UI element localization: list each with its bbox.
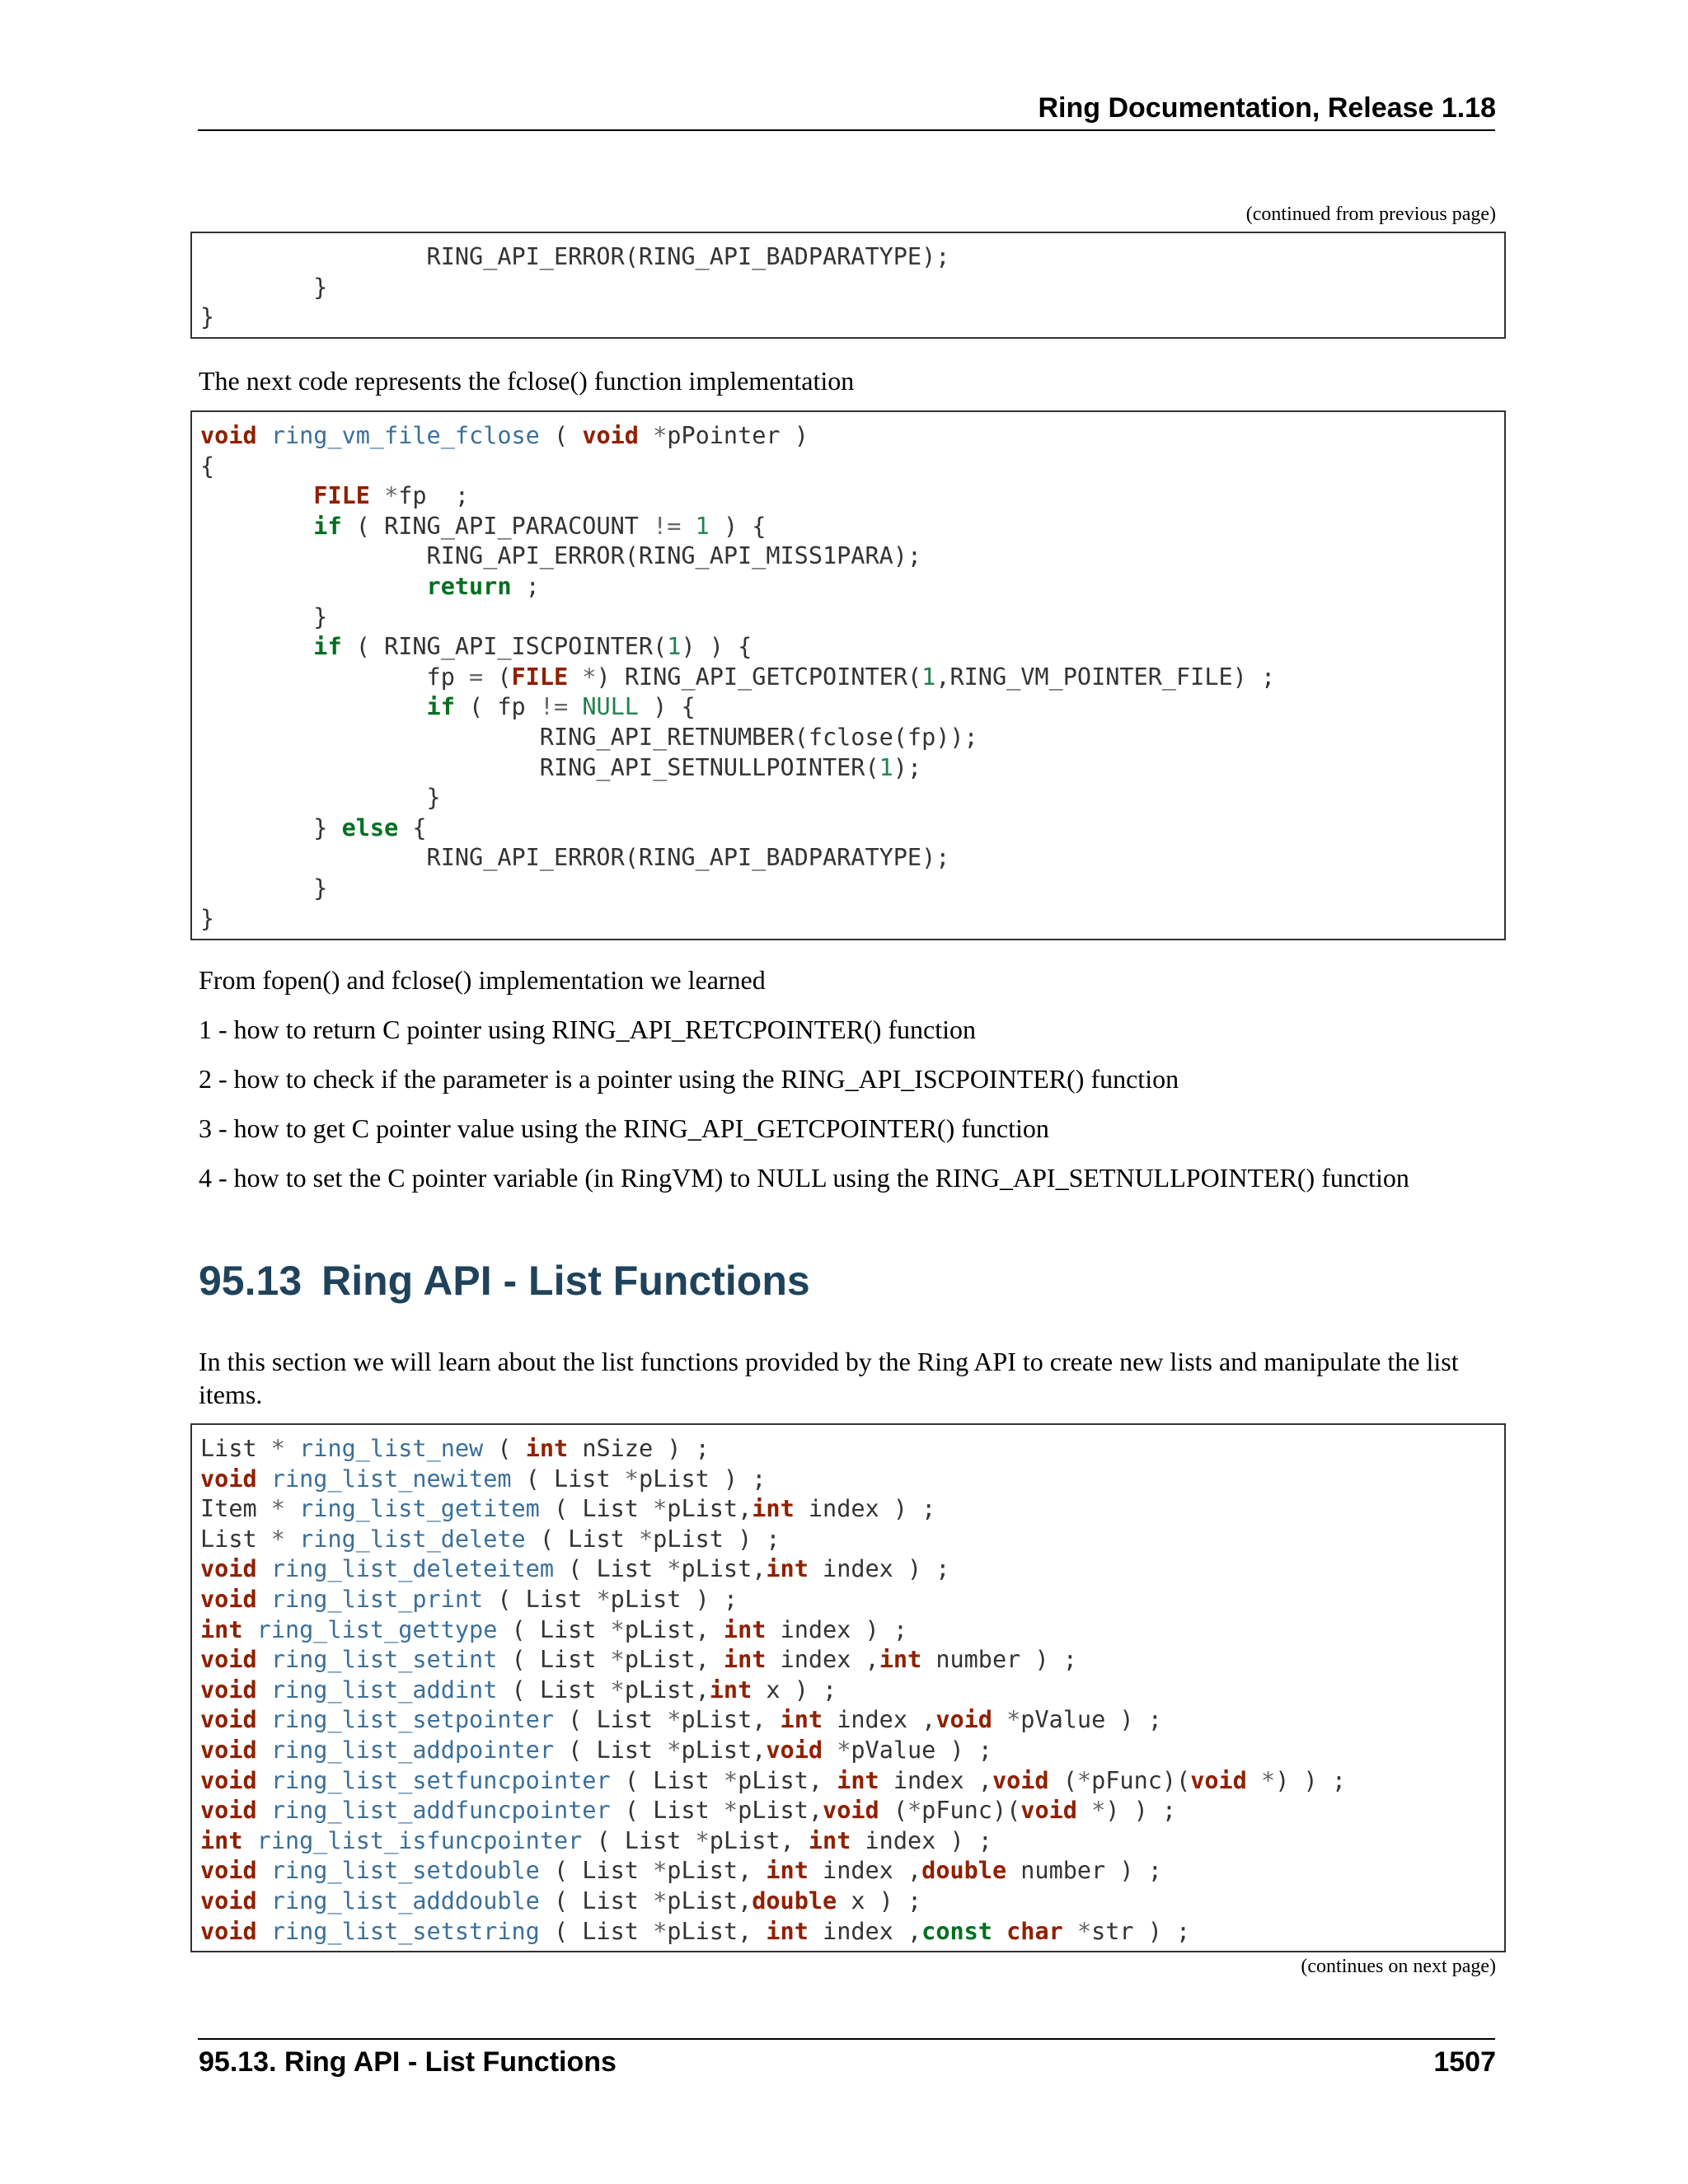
code-line: } [200,303,215,331]
code-line: void ring_list_print ( List *pList ) ; [200,1585,738,1613]
code-line: RING_API_RETNUMBER(fclose(fp)); [200,723,978,751]
footer-page-number: 1507 [1433,2046,1496,2078]
code-listing [200,421,1504,934]
code-block-fclose [190,410,1506,940]
code-line: } [200,602,328,630]
code-line: void ring_list_adddouble ( List *pList,double x ) ; [200,1886,922,1915]
section-title-text: Ring API - List Functions [321,1258,810,1304]
footer-section-ref: 95.13. Ring API - List Functions [199,2046,617,2078]
code-line: RING_API_ERROR(RING_API_BADPARATYPE); [200,844,950,872]
code-line: } [200,874,328,902]
code-line: Item * ring_list_getitem ( List *pList,int index ) ; [200,1495,936,1523]
code-line: void ring_list_deleteitem ( List *pList,int index ) ; [200,1555,950,1583]
code-line: List * ring_list_new ( int nSize ) ; [200,1435,710,1462]
section-number: 95.13 [199,1258,302,1304]
code-line: int ring_list_gettype ( List *pList, int index ) ; [200,1615,907,1643]
code-line: } [200,904,215,932]
code-line: void ring_list_setstring ( List *pList, int index ,const char *str ) ; [200,1917,1191,1945]
continues-on-caption: (continues on next page) [1301,1956,1496,1977]
paragraph-learned-item: 4 - how to set the C pointer variable (in RingVM) to NULL using the RING_API_SETNULLPOINTER() function [199,1163,1409,1193]
code-line: } else { [200,813,427,841]
paragraph-learned-item: 3 - how to get C pointer value using the RING_API_GETCPOINTER() function [199,1113,1049,1143]
paragraph-list-intro: In this section we will learn about the list functions provided by the Ring API to create new lists and manipulate the list items. [199,1347,1459,1409]
code-line: void ring_list_setpointer ( List *pList, int index ,void *pValue ) ; [200,1706,1162,1734]
code-line: FILE *fp ; [313,482,470,510]
code-line: void ring_list_addint ( List *pList,int x ) ; [200,1675,837,1704]
code-line: fp = (FILE *) RING_API_GETCPOINTER(1,RING_VM_POINTER_FILE) ; [200,663,1276,691]
footer-divider [198,2038,1495,2040]
paragraph-learned-item: 2 - how to check if the parameter is a pointer using the RING_API_ISCPOINTER() function [199,1064,1179,1094]
paragraph-fclose-intro: The next code represents the fclose() function implementation [199,366,855,396]
code-block-continued [190,232,1506,339]
code-line: void ring_list_setdouble ( List *pList, int index ,double number ) ; [200,1857,1162,1885]
code-line: return ; [426,572,540,600]
code-line: RING_API_ERROR(RING_API_MISS1PARA); [200,542,922,570]
code-line: void ring_list_addfuncpointer ( List *pList,void (*pFunc)(void *) ) ; [200,1797,1177,1825]
paragraph-learned-intro: From fopen() and fclose() implementation we learned [199,965,766,995]
section-heading [199,1257,810,1305]
code-line: RING_API_ERROR(RING_API_BADPARATYPE); [200,243,950,270]
code-line: { [200,452,215,480]
code-line: if ( fp != NULL ) { [426,693,696,721]
header-divider [198,129,1495,131]
code-block-list-functions [190,1423,1506,1952]
code-line: void ring_list_setfuncpointer ( List *pList, int index ,void (*pFunc)(void *) ) ; [200,1766,1346,1794]
code-line: } [200,784,441,812]
code-line: int ring_list_isfuncpointer ( List *pList, int index ) ; [200,1826,992,1854]
code-line: } [200,273,328,301]
code-line: if ( RING_API_PARACOUNT != 1 ) { [313,512,767,540]
code-line: List * ring_list_delete ( List *pList ) ; [200,1525,781,1553]
code-line: void ring_list_newitem ( List *pList ) ; [200,1465,767,1493]
code-listing [200,242,1504,333]
code-listing [200,1434,1504,1947]
continued-from-caption: (continued from previous page) [1245,204,1496,225]
code-line: void ring_vm_file_fclose ( void *pPointer ) [200,422,809,449]
code-line: void ring_list_addpointer ( List *pList,void *pValue ) ; [200,1736,992,1764]
page-header-title: Ring Documentation, Release 1.18 [1038,92,1496,124]
code-line: RING_API_SETNULLPOINTER(1); [200,753,922,781]
code-line: void ring_list_setint ( List *pList, int index ,int number ) ; [200,1646,1077,1674]
paragraph-learned-item: 1 - how to return C pointer using RING_API_RETCPOINTER() function [199,1015,977,1044]
code-line: if ( RING_API_ISCPOINTER(1) ) { [313,633,753,661]
